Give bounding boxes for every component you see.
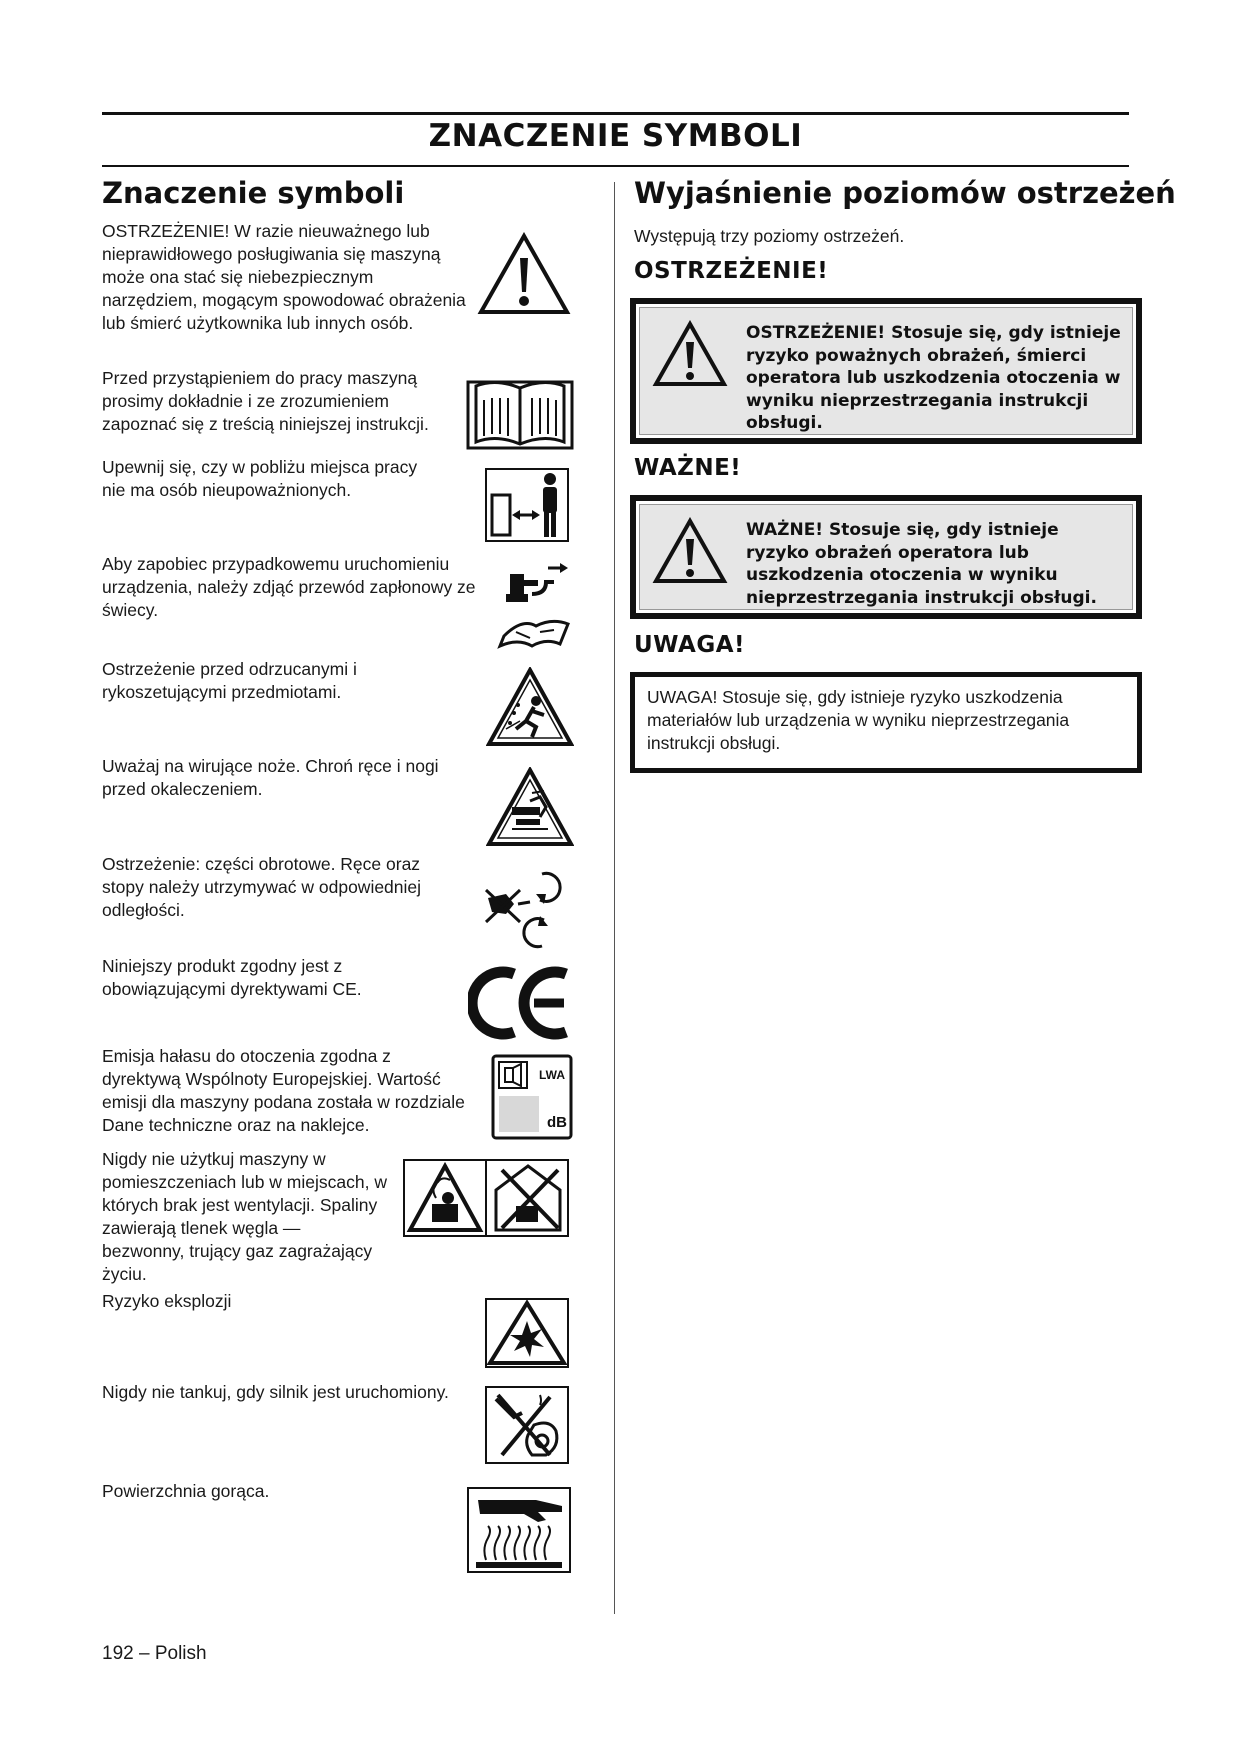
- spark-plug-icon: [496, 560, 572, 652]
- warning-box: [630, 298, 1142, 444]
- thrown-objects-icon: [486, 667, 574, 747]
- important-box-triangle-icon: [652, 517, 728, 590]
- symbol-text-explosion: Ryzyko eksplozji: [102, 1291, 232, 1311]
- symbol-text-distance: Upewnij się, czy w pobliżu miejsca pracy nie ma osób nieupoważnionych.: [102, 457, 418, 500]
- important-box-inner: [639, 504, 1133, 610]
- no-refuel-icon: [484, 1385, 570, 1465]
- symbol-text-exhaust: Nigdy nie użytkuj maszyny w pomieszczeniach lub w miejscach, w których brak jest wentylacji. Spaliny zawierają tlenek węgla — bezwonny, trujący gaz zagrażający życiu.: [102, 1149, 387, 1284]
- symbol-text-spark-plug: Aby zapobiec przypadkowemu uruchomieniu urządzenia, należy zdjąć przewód zapłonowy ze świecy.: [102, 554, 476, 620]
- column-divider: [614, 182, 615, 1614]
- symbol-text-blades: Uważaj na wirujące noże. Chroń ręce i nogi przed okaleczeniem.: [102, 756, 439, 799]
- rotating-blades-icon: [486, 767, 574, 847]
- ce-mark-icon: [468, 966, 572, 1040]
- hot-surface-icon: [466, 1486, 572, 1574]
- page-footer: 192 – Polish: [102, 1643, 207, 1664]
- warning-box-inner: [639, 307, 1133, 435]
- level-heading-warning: OSTRZEŻENIE!: [634, 258, 829, 284]
- level-heading-notice: UWAGA!: [634, 632, 745, 658]
- warning-levels-intro: Występują trzy poziomy ostrzeżeń.: [634, 226, 905, 246]
- header-rule-bottom: [102, 165, 1129, 167]
- exhaust-gas-icon: [402, 1158, 570, 1238]
- symbol-text-manual: Przed przystąpieniem do pracy maszyną prosimy dokładnie i ze zrozumieniem zapoznać się z treścią niniejszej instrukcji.: [102, 368, 429, 434]
- safe-distance-icon: [484, 467, 570, 543]
- section-heading-symbols: Znaczenie symboli: [102, 176, 405, 210]
- warning-box-triangle-icon: [652, 320, 728, 393]
- page-title: ZNACZENIE SYMBOLI: [428, 118, 803, 154]
- section-heading-warning-levels: Wyjaśnienie poziomów ostrzeżeń: [634, 176, 1176, 210]
- symbol-text-warning: OSTRZEŻENIE! W razie nieuważnego lub nieprawidłowego posługiwania się maszyną może ona stać się niebezpiecznym narzędziem, mogącym spowodować obrażenia lub śmierć użytkownika lub innych osób.: [102, 221, 466, 333]
- header-rule-top: [102, 112, 1129, 115]
- explosion-icon: [484, 1297, 570, 1369]
- level-heading-important: WAŻNE!: [634, 455, 742, 481]
- noise-label-icon: [491, 1054, 573, 1140]
- symbol-text-thrown-objects: Ostrzeżenie przed odrzucanymi i rykoszetującymi przedmiotami.: [102, 659, 357, 702]
- manual-book-icon: [466, 374, 574, 452]
- symbol-text-hot-surface: Powierzchnia gorąca.: [102, 1481, 270, 1501]
- warning-box-text: OSTRZEŻENIE! Stosuje się, gdy istnieje ryzyko poważnych obrażeń, śmierci operatora lub uszkodzenia otoczenia w wyniku nieprzestrzegania instrukcji obsługi.: [746, 323, 1121, 433]
- noise-label-db: dB: [547, 1114, 567, 1131]
- symbol-text-ce: Niniejszy produkt zgodny jest z obowiązującymi dyrektywami CE.: [102, 956, 362, 999]
- important-box: [630, 495, 1142, 619]
- symbol-text-rotating-parts: Ostrzeżenie: części obrotowe. Ręce oraz stopy należy utrzymywać w odpowiedniej odległości.: [102, 854, 422, 920]
- warning-triangle-icon: [477, 232, 571, 316]
- important-box-text: WAŻNE! Stosuje się, gdy istnieje ryzyko obrażeń operatora lub uszkodzenia otoczenia w wyniku nieprzestrzegania instrukcji obsługi.: [746, 520, 1097, 608]
- rotating-parts-icon: [482, 860, 572, 950]
- noise-label-lwa: LWA: [539, 1068, 565, 1082]
- symbol-text-noise: Emisja hałasu do otoczenia zgodna z dyrektywą Wspólnoty Europejskiej. Wartość emisji dla maszyny podana została w rozdziale Dane techniczne oraz na naklejce.: [102, 1046, 465, 1135]
- symbol-text-refuel: Nigdy nie tankuj, gdy silnik jest uruchomiony.: [102, 1382, 449, 1402]
- notice-box: UWAGA! Stosuje się, gdy istnieje ryzyko uszkodzenia materiałów lub urządzenia w wyniku nieprzestrzegania instrukcji obsługi.: [630, 672, 1142, 773]
